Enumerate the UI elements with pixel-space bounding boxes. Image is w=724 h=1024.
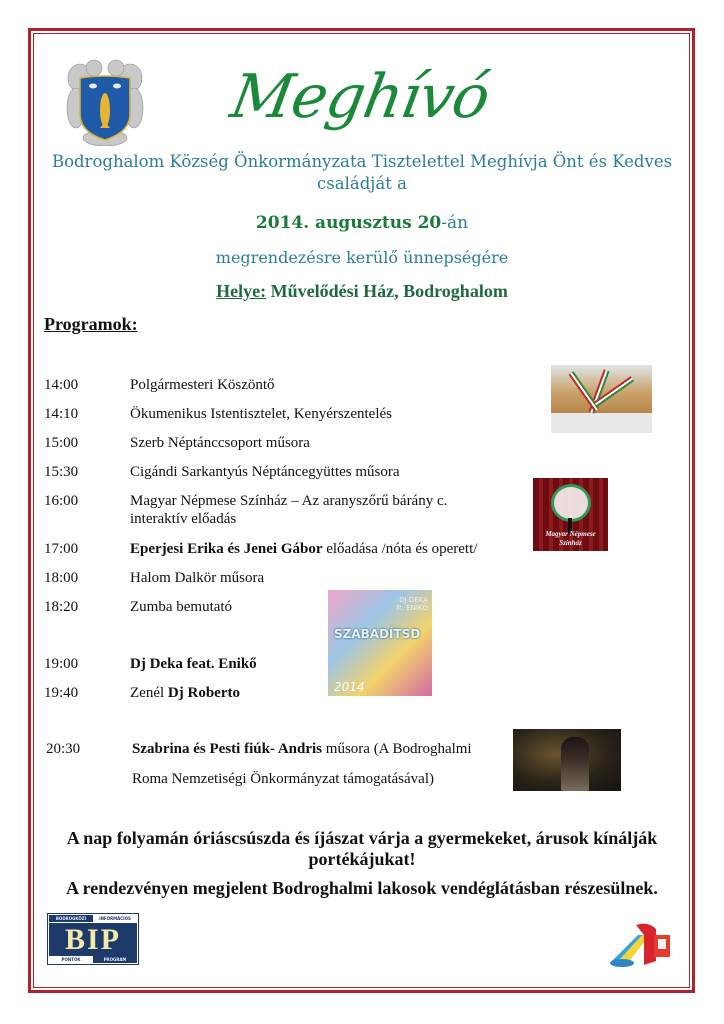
program-text: Zenél xyxy=(130,685,168,701)
bip-top-left: BODROGKÖZI xyxy=(49,915,93,922)
bouncy-slide-icon xyxy=(608,921,674,969)
theatre-caption-1: Magyar Népmese xyxy=(545,530,596,538)
bip-bottom-right: PROGRAM xyxy=(93,956,137,963)
theatre-caption-2: Színház xyxy=(559,539,582,547)
intro-line-2: családját a xyxy=(317,174,407,193)
occasion-line: megrendezésre kerülő ünnepségére xyxy=(215,248,509,267)
venue-value: Művelődési Ház, Bodroghalom xyxy=(266,281,508,301)
program-time: 16:00 xyxy=(44,493,79,509)
program-text: Ökumenikus Istentisztelet, Kenyérszentelés xyxy=(130,406,393,422)
event-date-main: 2014. augusztus 20 xyxy=(255,213,442,233)
photo-cloth xyxy=(551,413,652,433)
program-text-continued: interaktív előadás xyxy=(130,511,237,527)
invitation-title: Meghívó xyxy=(225,62,495,132)
program-time: 17:00 xyxy=(44,541,79,557)
dj-cover-artist-2: ft. ENIKŐ xyxy=(396,604,428,612)
program-description xyxy=(132,740,472,788)
program-description xyxy=(130,655,257,673)
program-time: 14:00 xyxy=(44,377,79,393)
closing-line-3: A rendezvényen megjelent Bodroghalmi lakosok vendéglátásban részesülnek. xyxy=(66,878,658,898)
program-time: 15:00 xyxy=(44,435,79,451)
program-performer: Eperjesi Erika és Jenei Gábor xyxy=(130,541,323,557)
program-time: 19:00 xyxy=(44,656,79,672)
program-description xyxy=(130,569,264,587)
program-description xyxy=(130,492,447,528)
program-description xyxy=(130,684,240,702)
venue-label: Helye: xyxy=(216,281,267,301)
program-description xyxy=(130,434,310,452)
program-time: 15:30 xyxy=(44,464,79,480)
tree-icon xyxy=(551,484,591,522)
program-text: Cigándi Sarkantyús Néptáncegyüttes műsora xyxy=(130,464,400,480)
folk-theatre-logo xyxy=(533,478,608,551)
program-time: 14:10 xyxy=(44,406,79,422)
program-text: Zumba bemutató xyxy=(130,599,233,615)
program-performer: Szabrina és Pesti fiúk- Andris xyxy=(132,741,323,757)
program-description xyxy=(130,540,477,558)
program-time: 18:20 xyxy=(44,599,79,615)
bip-top-right: INFORMÁCIÓS xyxy=(93,915,137,922)
program-heading: Programok: xyxy=(44,314,138,334)
program-description xyxy=(130,463,400,481)
program-time: 18:00 xyxy=(44,570,79,586)
program-description xyxy=(130,405,392,423)
program-text: műsora (A Bodroghalmi xyxy=(322,741,472,757)
singer-photo xyxy=(513,729,621,791)
program-text: Szerb Néptánccsoport műsora xyxy=(130,435,310,451)
coat-of-arms-icon xyxy=(66,58,144,146)
program-performer: Dj Roberto xyxy=(167,685,240,701)
program-text: Polgármesteri Köszöntő xyxy=(130,377,275,393)
dj-cover-artist xyxy=(397,596,428,612)
program-time: 20:30 xyxy=(46,741,81,757)
program-text: előadása /nóta és operett/ xyxy=(322,541,478,557)
program-description xyxy=(130,598,232,616)
bip-letters: BIP xyxy=(49,923,137,956)
event-date-suffix: -án xyxy=(441,213,469,233)
program-text: Magyar Népmese Színház – Az aranyszőrű bárány c. xyxy=(130,493,448,509)
venue-line xyxy=(40,281,684,302)
bip-logo xyxy=(47,913,139,965)
dj-cover-title: SZABADÍTSD xyxy=(334,627,421,641)
singer-figure xyxy=(561,737,589,791)
bread-blessing-photo xyxy=(551,365,652,433)
dj-cover-artist-1: DJ DEKA xyxy=(399,596,428,604)
program-description xyxy=(130,376,275,394)
event-date xyxy=(40,213,684,233)
program-performer: Dj Deka feat. Enikő xyxy=(130,656,257,672)
program-text: Halom Dalkör műsora xyxy=(130,570,265,586)
program-time: 19:40 xyxy=(44,685,79,701)
dj-cover-year: 2014 xyxy=(334,680,365,694)
program-text-continued: Roma Nemzetiségi Önkormányzat támogatásával) xyxy=(132,771,434,787)
closing-line-2: portékájukat! xyxy=(308,849,416,869)
closing-line-1: A nap folyamán óriáscsúszda és íjászat várja a gyermekeket, árusok kínálják xyxy=(66,828,658,848)
dj-album-cover xyxy=(328,590,432,696)
bip-bottom-left: PONTOK xyxy=(49,956,93,963)
intro-line-1: Bodroghalom Község Önkormányzata Tisztelettel Meghívja Önt és Kedves xyxy=(51,152,673,171)
